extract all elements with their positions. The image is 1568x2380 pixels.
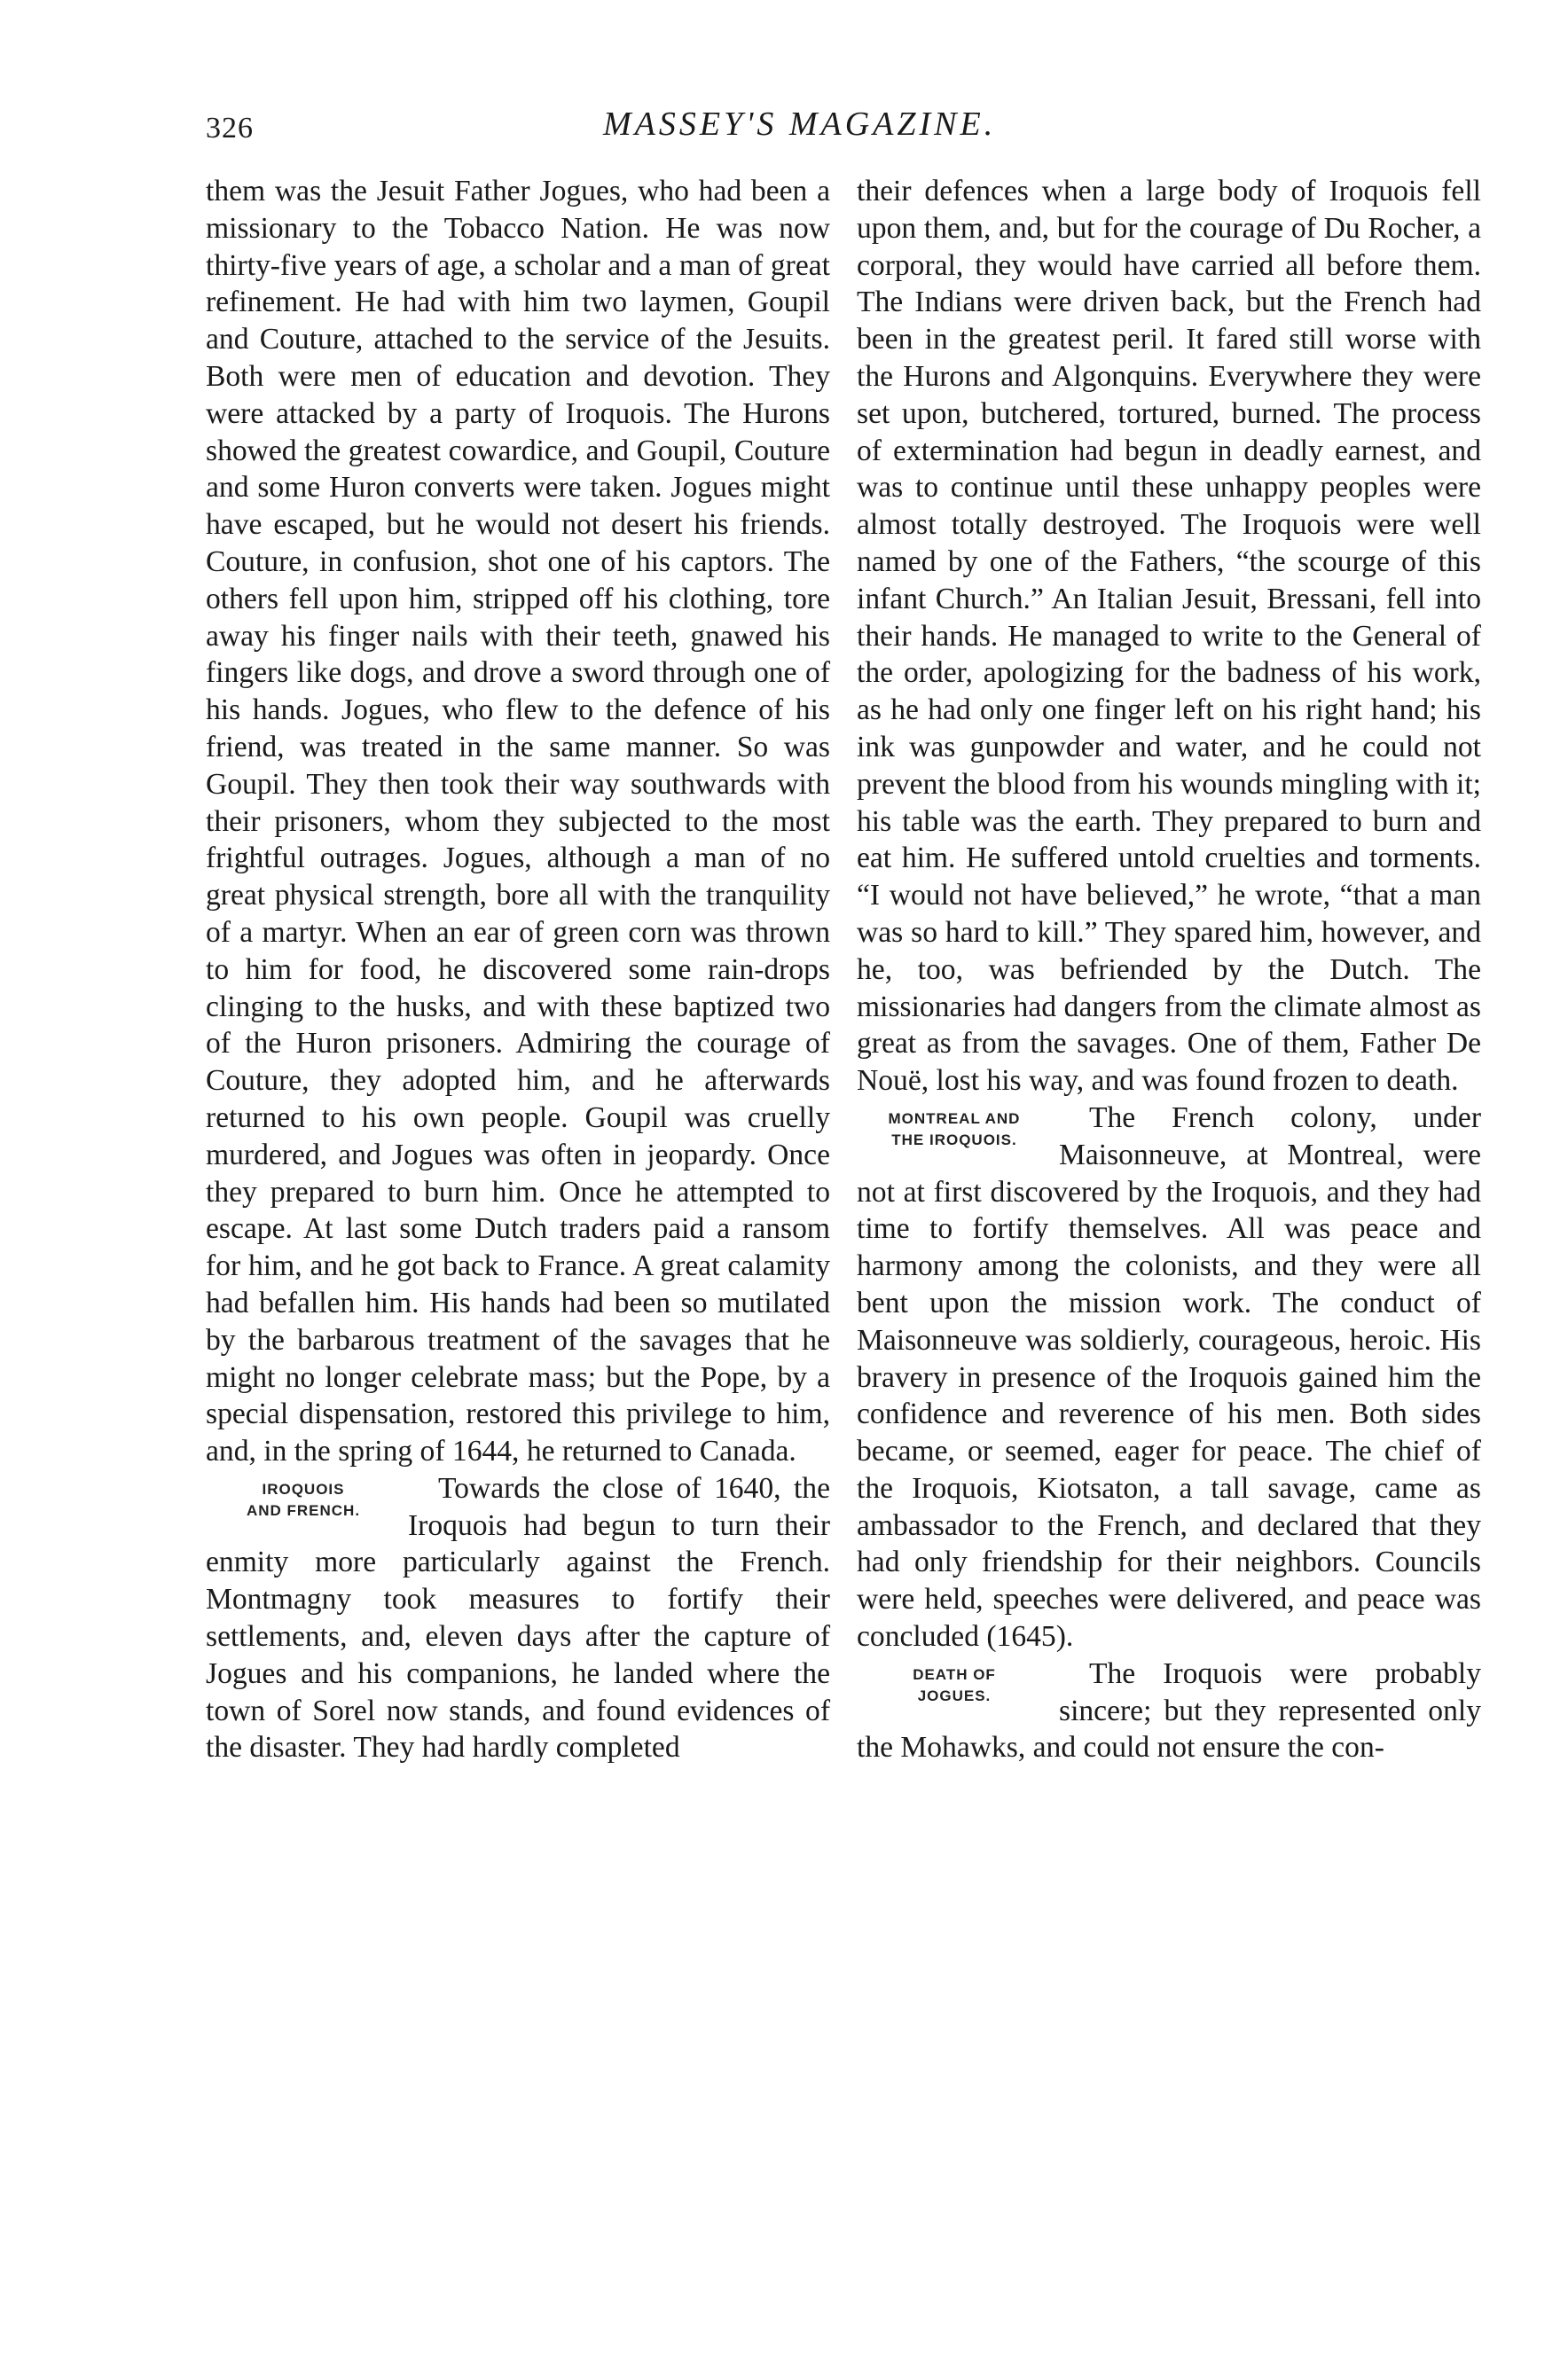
sidenote-death-of-jogues — [857, 1664, 1052, 1707]
sidenote-line: IROQUOIS — [262, 1480, 345, 1498]
sidenote-line: JOGUES. — [917, 1687, 992, 1704]
page-number: 326 — [206, 112, 254, 145]
paragraph: The French colony, under Maisonneuve, at Montreal, were not at first discovered by the Iroquois, and they had time to fortify themselves. All was peace and harmony among the colonists, and they were all bent upon the mission work. The conduct of Maisonneuve was soldierly, courageous, heroic. His bravery in presence of the Iroquois gained him the confidence and reverence of his men. Both sides became, or seemed, eager for peace. The chief of the Iroquois, Kiotsaton, a tall savage, came as ambassador to the French, and declared that they had only friendship for their neighbors. Councils were held, speeches were delivered, and peace was concluded (1645). — [857, 1100, 1481, 1654]
sidenote-montreal-and-the-iroquois — [857, 1108, 1052, 1151]
left-column — [206, 173, 830, 1766]
sidenote-line: DEATH OF — [913, 1665, 996, 1683]
paragraph: Towards the close of 1640, the Iroquois had begun to turn their enmity more particularly against the French. Montmagny took measures to fortify their settlements, and, eleven days after the capture of Jogues and his companions, he landed where the town of Sorel now stands, and found evidences of the disaster. They had hardly completed — [206, 1471, 830, 1765]
paragraph: them was the Jesuit Father Jogues, who had been a missionary to the Tobacco Nation. He was now thirty-five years of age, a scholar and a man of great refinement. He had with him two laymen, Goupil and Couture, attached to the service of the Jesuits. Both were men of education and devotion. They were attacked by a party of Iroquois. The Hurons showed the greatest cowardice, and Goupil, Couture and some Huron converts were taken. Jogues might have escaped, but he would not desert his friends. Couture, in confusion, shot one of his captors. The others fell upon him, stripped off his clothing, tore away his finger nails with their teeth, gnawed his fingers like dogs, and drove a sword through one of his hands. Jogues, who flew to the defence of his friend, was treated in the same manner. So was Goupil. They then took their way southwards with their prisoners, whom they subjected to the most frightful outrages. Jogues, although a man of no great physical strength, bore all with the tranquility of a martyr. When an ear of green corn was thrown to him for food, he discovered some rain-drops clinging to the husks, and with these baptized two of the Huron prisoners. Admiring the courage of Couture, they adopted him, and he afterwards returned to his own people. Goupil was cruelly murdered, and Jogues was often in jeopardy. Once they prepared to burn him. Once he attempted to escape. At last some Dutch traders paid a ransom for him, and he got back to France. A great calamity had befallen him. His hands had been so mutilated by the barbarous treatment of the savages that he might no longer celebrate mass; but the Pope, by a special dispensation, restored this privilege to him, and, in the spring of 1644, he returned to Canada. — [206, 175, 830, 1468]
sidenote-line: AND FRENCH. — [246, 1501, 361, 1519]
sidenote-line: THE IROQUOIS. — [891, 1131, 1017, 1148]
right-column — [857, 173, 1481, 1766]
sidenote-line: MONTREAL AND — [888, 1109, 1021, 1127]
running-head: MASSEY'S MAGAZINE. — [603, 106, 997, 143]
sidenote-iroquois-and-french — [206, 1479, 401, 1522]
paragraph: their defences when a large body of Iroquois fell upon them, and, but for the courage of Du Rocher, a corporal, they would have carried all before them. The Indians were driven back, but the French had been in the greatest peril. It fared still worse with the Hurons and Algonquins. Everywhere they were set upon, butchered, tortured, burned. The process of extermination had begun in deadly earnest, and was to continue until these unhappy peoples were almost totally destroyed. The Iroquois were well named by one of the Fathers, “the scourge of this infant Church.” An Italian Jesuit, Bressani, fell into their hands. He managed to write to the General of the order, apologizing for the badness of his work, as he had only one finger left on his right hand; his ink was gunpowder and water, and he could not prevent the blood from his wounds mingling with it; his table was the earth. They prepared to burn and eat him. He suffered untold cruelties and torments. “I would not have believed,” he wrote, “that a man was so hard to kill.” They spared him, however, and he, too, was befriended by the Dutch. The missionaries had dangers from the climate almost as great as from the savages. One of them, Father De Nouë, lost his way, and was found frozen to death. — [857, 175, 1481, 1098]
paragraph: The Iroquois were probably sincere; but they represented only the Mohawks, and could not ensure the con- — [857, 1656, 1481, 1765]
